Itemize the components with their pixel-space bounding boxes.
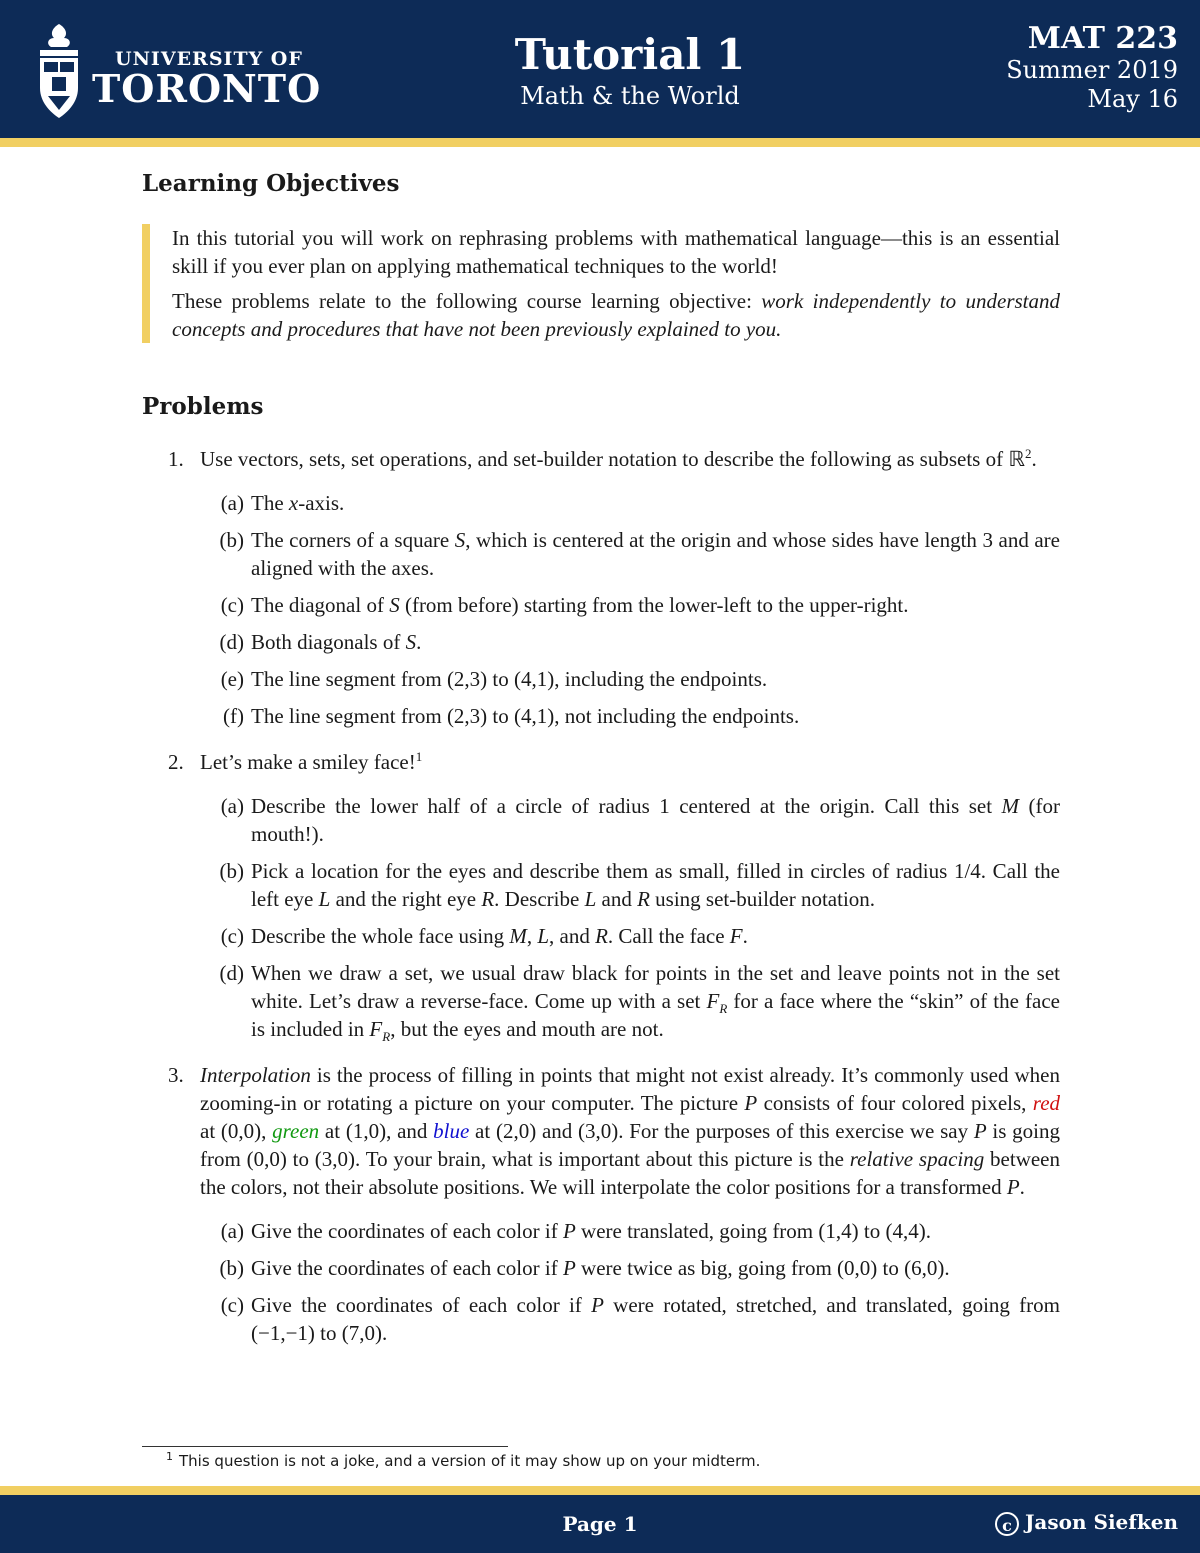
author-name: Jason Siefken bbox=[1024, 1510, 1178, 1534]
math-variable: R bbox=[637, 887, 650, 911]
problem-1-intro bbox=[200, 445, 1060, 473]
problem-3-text: is going from (0,0) to (3,0). To your brain, what is important about this picture is the bbox=[200, 1119, 1060, 1171]
part-text: using set-builder notation. bbox=[649, 887, 876, 911]
problem-2d bbox=[200, 959, 1060, 1043]
problem-1-text: Use vectors, sets, set operations, and set-builder notation to describe the following as subsets of ℝ bbox=[200, 447, 1025, 471]
red-label: red bbox=[1032, 1091, 1061, 1115]
math-variable: x bbox=[288, 491, 299, 515]
problem-2-text: Let’s make a smiley face! bbox=[200, 750, 416, 774]
part-text: The corners of a square bbox=[251, 528, 455, 552]
part-text: , and bbox=[549, 924, 596, 948]
problem-number: 2. bbox=[168, 750, 184, 774]
part-label: (b) bbox=[219, 859, 244, 883]
part-label: (a) bbox=[220, 1219, 244, 1243]
term-relative-spacing: relative spacing bbox=[849, 1147, 985, 1171]
punctuation: . bbox=[1031, 447, 1037, 471]
objective-statement: work independently to understand concepts and procedures that have not been previously explained to you. bbox=[172, 289, 1061, 341]
math-variable: R bbox=[595, 924, 608, 948]
part-text: . bbox=[742, 924, 748, 948]
part-text: Give the coordinates of each color if bbox=[251, 1293, 592, 1317]
part-text: Give the coordinates of each color if bbox=[251, 1219, 563, 1243]
problem-number: 3. bbox=[168, 1063, 184, 1087]
problem-3a bbox=[200, 1217, 1060, 1245]
green-label: green bbox=[272, 1119, 320, 1143]
part-text: The line segment from (2,3) to (4,1), including the endpoints. bbox=[251, 667, 768, 691]
math-variable: S bbox=[405, 630, 417, 654]
main-content bbox=[142, 168, 1060, 1365]
math-variable: M bbox=[509, 924, 527, 948]
math-variable: P bbox=[562, 1219, 576, 1243]
problem-3-text: between the colors, not their absolute positions. We will interpolate the color positions for a transformed bbox=[200, 1147, 1060, 1199]
problem-3-intro bbox=[200, 1061, 1060, 1201]
problem-3-parts bbox=[200, 1217, 1060, 1347]
footnote bbox=[166, 1452, 760, 1470]
part-text: were twice as big, going from (0,0) to (6,0). bbox=[575, 1256, 950, 1280]
problem-1 bbox=[142, 445, 1060, 730]
math-variable: P bbox=[744, 1091, 758, 1115]
part-text: The bbox=[251, 491, 289, 515]
math-subscript: R bbox=[382, 1029, 391, 1045]
objectives-box bbox=[142, 224, 1060, 343]
problem-2-intro bbox=[200, 748, 1060, 776]
problem-1e bbox=[200, 665, 1060, 693]
problem-1c bbox=[200, 591, 1060, 619]
problem-3-text: consists of four colored pixels, bbox=[757, 1091, 1033, 1115]
problem-1d bbox=[200, 628, 1060, 656]
part-text: , which is centered at the origin and whose sides have length 3 and are aligned with the axes. bbox=[251, 528, 1060, 580]
math-variable: S bbox=[454, 528, 466, 552]
footnote-reference: 1 bbox=[415, 749, 423, 764]
part-label: (e) bbox=[220, 667, 244, 691]
copyright-icon: c bbox=[995, 1512, 1019, 1536]
objectives-paragraph-2 bbox=[172, 287, 1060, 343]
math-variable: L bbox=[584, 887, 597, 911]
part-label: (d) bbox=[219, 961, 244, 985]
math-variable: S bbox=[389, 593, 400, 617]
math-variable: R bbox=[481, 887, 495, 911]
problems-heading: Problems bbox=[142, 393, 264, 420]
part-label: (d) bbox=[219, 630, 244, 654]
problem-3-text: at (1,0), and bbox=[319, 1119, 434, 1143]
course-code: MAT 223 bbox=[1027, 21, 1178, 56]
math-variable: F bbox=[706, 989, 720, 1013]
part-label: (c) bbox=[220, 924, 244, 948]
problem-2b bbox=[200, 857, 1060, 913]
university-of-label: UNIVERSITY OF bbox=[115, 48, 303, 70]
course-info bbox=[1006, 22, 1178, 114]
part-text: , bbox=[526, 924, 538, 948]
footer-divider bbox=[0, 1486, 1200, 1495]
objectives-heading: Learning Objectives bbox=[142, 170, 400, 197]
part-label: (a) bbox=[220, 794, 244, 818]
part-text: were rotated, stretched, and translated, going from (−1,−1) to (7,0). bbox=[251, 1293, 1060, 1345]
objectives-paragraph-1: In this tutorial you will work on rephrasing problems with mathematical language—this is an essential skill if you ever plan on applying mathematical techniques to the world! bbox=[172, 226, 1060, 278]
math-variable: F bbox=[369, 1017, 383, 1041]
term-interpolation: Interpolation bbox=[200, 1063, 311, 1087]
course-date: May 16 bbox=[1087, 85, 1178, 113]
course-term: Summer 2019 bbox=[1006, 56, 1178, 84]
part-label: (c) bbox=[220, 1293, 244, 1317]
tutorial-title: Tutorial 1 bbox=[514, 30, 746, 79]
part-text: (from before) starting from the lower-left to the upper-right. bbox=[399, 593, 909, 617]
math-variable: L bbox=[537, 924, 550, 948]
footnote-text: This question is not a joke, and a version of it may show up on your midterm. bbox=[179, 1452, 761, 1470]
problem-3-text: at (0,0), bbox=[200, 1119, 273, 1143]
math-variable: P bbox=[591, 1293, 604, 1317]
math-variable: M bbox=[1001, 794, 1020, 818]
part-text: . bbox=[416, 630, 422, 654]
objectives-intro: These problems relate to the following course learning objective: bbox=[172, 289, 762, 313]
part-text: for a face where the “skin” of the face is included in bbox=[251, 989, 1060, 1041]
problem-2 bbox=[142, 748, 1060, 1043]
part-text: Pick a location for the eyes and describe them as small, filled in circles of radius 1/4. Call the left eye bbox=[251, 859, 1060, 911]
part-label: (f) bbox=[223, 704, 244, 728]
part-text: Describe the whole face using bbox=[251, 924, 510, 948]
part-text: When we draw a set, we usual draw black for points in the set and leave points not in the set white. Let’s draw a reverse-face. Come up with a set bbox=[251, 961, 1060, 1013]
problem-3-text: is the process of filling in points that might not exist already. It’s commonly used when zooming-in or rotating a picture on your computer. The picture bbox=[200, 1063, 1060, 1115]
part-label: (c) bbox=[220, 593, 244, 617]
part-text: (for mouth!). bbox=[251, 794, 1060, 846]
page-header bbox=[0, 0, 1200, 138]
blue-label: blue bbox=[433, 1119, 470, 1143]
problem-2a bbox=[200, 792, 1060, 848]
part-text: . Call the face bbox=[607, 924, 730, 948]
part-text: The line segment from (2,3) to (4,1), not including the endpoints. bbox=[251, 704, 800, 728]
part-text: -axis. bbox=[298, 491, 345, 515]
problem-1-parts bbox=[200, 489, 1060, 730]
problem-3b bbox=[200, 1254, 1060, 1282]
part-text: , but the eyes and mouth are not. bbox=[390, 1017, 664, 1041]
part-label: (a) bbox=[220, 491, 244, 515]
problem-1b bbox=[200, 526, 1060, 582]
part-text: and bbox=[596, 887, 638, 911]
part-label: (b) bbox=[219, 528, 244, 552]
problem-1a bbox=[200, 489, 1060, 517]
punctuation: . bbox=[1019, 1175, 1025, 1199]
footnote-divider bbox=[142, 1446, 508, 1447]
math-variable: L bbox=[318, 887, 331, 911]
problem-3-text: at (2,0) and (3,0). For the purposes of this exercise we say bbox=[469, 1119, 974, 1143]
header-divider bbox=[0, 138, 1200, 147]
university-name: TORONTO bbox=[92, 66, 322, 111]
tutorial-subtitle: Math & the World bbox=[520, 82, 740, 110]
problem-list bbox=[142, 445, 1060, 1347]
math-variable: P bbox=[562, 1256, 576, 1280]
problem-3 bbox=[142, 1061, 1060, 1347]
math-variable: F bbox=[729, 924, 743, 948]
math-variable: P bbox=[1006, 1175, 1020, 1199]
problem-number: 1. bbox=[168, 447, 184, 471]
part-text: Give the coordinates of each color if bbox=[251, 1256, 563, 1280]
exponent: 2 bbox=[1024, 446, 1032, 461]
part-text: Both diagonals of bbox=[251, 630, 406, 654]
math-subscript: R bbox=[719, 1001, 728, 1017]
part-text: The diagonal of bbox=[251, 593, 390, 617]
problem-3c bbox=[200, 1291, 1060, 1347]
math-variable: P bbox=[973, 1119, 987, 1143]
part-text: Describe the lower half of a circle of radius 1 centered at the origin. Call this set bbox=[251, 794, 1002, 818]
part-text: and the right eye bbox=[330, 887, 482, 911]
part-text: . Describe bbox=[494, 887, 585, 911]
footnote-mark: 1 bbox=[166, 1450, 173, 1463]
problem-2c bbox=[200, 922, 1060, 950]
page-number: Page 1 bbox=[562, 1512, 638, 1536]
problem-1f bbox=[200, 702, 1060, 730]
university-crest-icon bbox=[34, 22, 84, 120]
part-label: (b) bbox=[219, 1256, 244, 1280]
problem-2-parts bbox=[200, 792, 1060, 1043]
part-text: were translated, going from (1,4) to (4,4). bbox=[575, 1219, 931, 1243]
copyright bbox=[995, 1510, 1178, 1536]
